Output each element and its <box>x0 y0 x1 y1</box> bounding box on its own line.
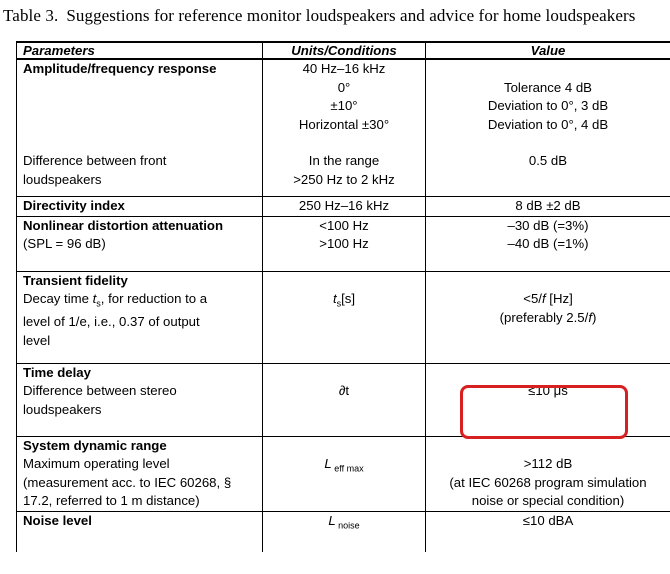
param-transient-decay-line2: level of 1/e, i.e., 0.37 of output <box>23 314 200 330</box>
loudspeaker-spec-table <box>16 41 670 552</box>
param-system-dynamic-range: System dynamic range <box>23 437 167 453</box>
param-front-difference-line2: loudspeakers <box>23 171 102 187</box>
row-amplitude-frequency-response <box>17 59 670 152</box>
value-noise-level: ≤10 dBA <box>522 512 574 528</box>
row-noise-level <box>17 511 670 552</box>
cond-amplitude-10deg: ±10° <box>330 98 358 113</box>
table-header-row <box>17 42 670 59</box>
table-title: Suggestions for reference monitor loudspeakers and advice for home loudspeakers <box>66 6 636 25</box>
cond-dynamic-l-eff-max: L $_{eff max}$ <box>324 456 364 474</box>
value-distortion-40db: –40 dB (=1%) <box>507 236 589 251</box>
param-nonlinear-distortion-spl: (SPL = 96 dB) <box>23 236 106 251</box>
param-nonlinear-distortion: Nonlinear distortion attenuation <box>23 217 224 233</box>
param-time-delay-desc-line2: loudspeakers <box>23 401 102 417</box>
table-caption <box>3 6 670 26</box>
cond-time-delay: ∂t <box>338 383 350 398</box>
param-transient-decay-line1: Decay time $t_s$, for reduction to a <box>23 291 208 309</box>
value-directivity: 8 dB ±2 dB <box>426 197 670 217</box>
value-dynamic-note-line1: (at IEC 60268 program simulation <box>449 474 647 490</box>
value-distortion-30db: –30 dB (=3%) <box>507 217 589 233</box>
param-dynamic-desc-line3: 17.2, referred to 1 m distance) <box>23 493 200 508</box>
cond-front-range-line1: In the range <box>308 153 380 168</box>
param-directivity-index: Directivity index <box>23 198 125 213</box>
cond-front-range-line2: >250 Hz to 2 kHz <box>293 171 395 187</box>
header-parameters: Parameters <box>17 42 263 59</box>
cond-amplitude-range: 40 Hz–16 kHz <box>302 61 386 76</box>
cond-directivity: 250 Hz–16 kHz <box>263 197 426 217</box>
value-front-difference: 0.5 dB <box>528 153 568 168</box>
row-system-dynamic-range <box>17 436 670 511</box>
param-transient-fidelity: Transient fidelity <box>23 272 128 288</box>
value-amplitude-tolerance: Tolerance 4 dB <box>504 79 592 95</box>
row-nonlinear-distortion <box>17 216 670 271</box>
cond-distortion-above-100hz: >100 Hz <box>319 236 369 251</box>
row-directivity-index <box>17 197 670 217</box>
header-value: Value <box>426 42 670 59</box>
header-units-conditions: Units/Conditions <box>263 42 426 59</box>
param-dynamic-desc-line1: Maximum operating level <box>23 456 170 471</box>
value-dynamic-note-line2: noise or special condition) <box>471 493 625 508</box>
row-front-difference <box>17 152 670 197</box>
cond-distortion-below-100hz: <100 Hz <box>319 217 369 233</box>
cond-amplitude-0deg: 0° <box>337 79 351 95</box>
cond-amplitude-horizontal: Horizontal ±30° <box>298 116 390 132</box>
param-dynamic-desc-line2: (measurement acc. to IEC 60268, § <box>23 474 232 490</box>
row-transient-fidelity <box>17 271 670 363</box>
cond-transient-ts: $t_s[s]$ <box>332 291 356 309</box>
param-amplitude-frequency-response: Amplitude/frequency response <box>23 61 217 76</box>
value-time-delay: ≤10 μs <box>528 383 568 398</box>
param-transient-decay-line3: level <box>23 332 51 348</box>
param-time-delay-desc-line1: Difference between stereo <box>23 383 177 398</box>
table-number: Table 3. <box>3 6 59 25</box>
param-noise-level: Noise level <box>23 512 92 528</box>
value-dynamic-range: >112 dB <box>523 456 573 471</box>
value-amplitude-dev-3db: Deviation to 0°, 3 dB <box>487 98 609 113</box>
value-transient-limit: <5/f [Hz] <box>523 291 573 306</box>
param-front-difference-line1: Difference between front <box>23 153 167 168</box>
value-amplitude-dev-4db: Deviation to 0°, 4 dB <box>487 116 609 132</box>
cond-noise-l-noise: L $_{noise}$ <box>328 512 360 531</box>
param-time-delay: Time delay <box>23 364 91 380</box>
row-time-delay <box>17 363 670 436</box>
value-transient-preferred: (preferably 2.5/f) <box>499 309 597 325</box>
